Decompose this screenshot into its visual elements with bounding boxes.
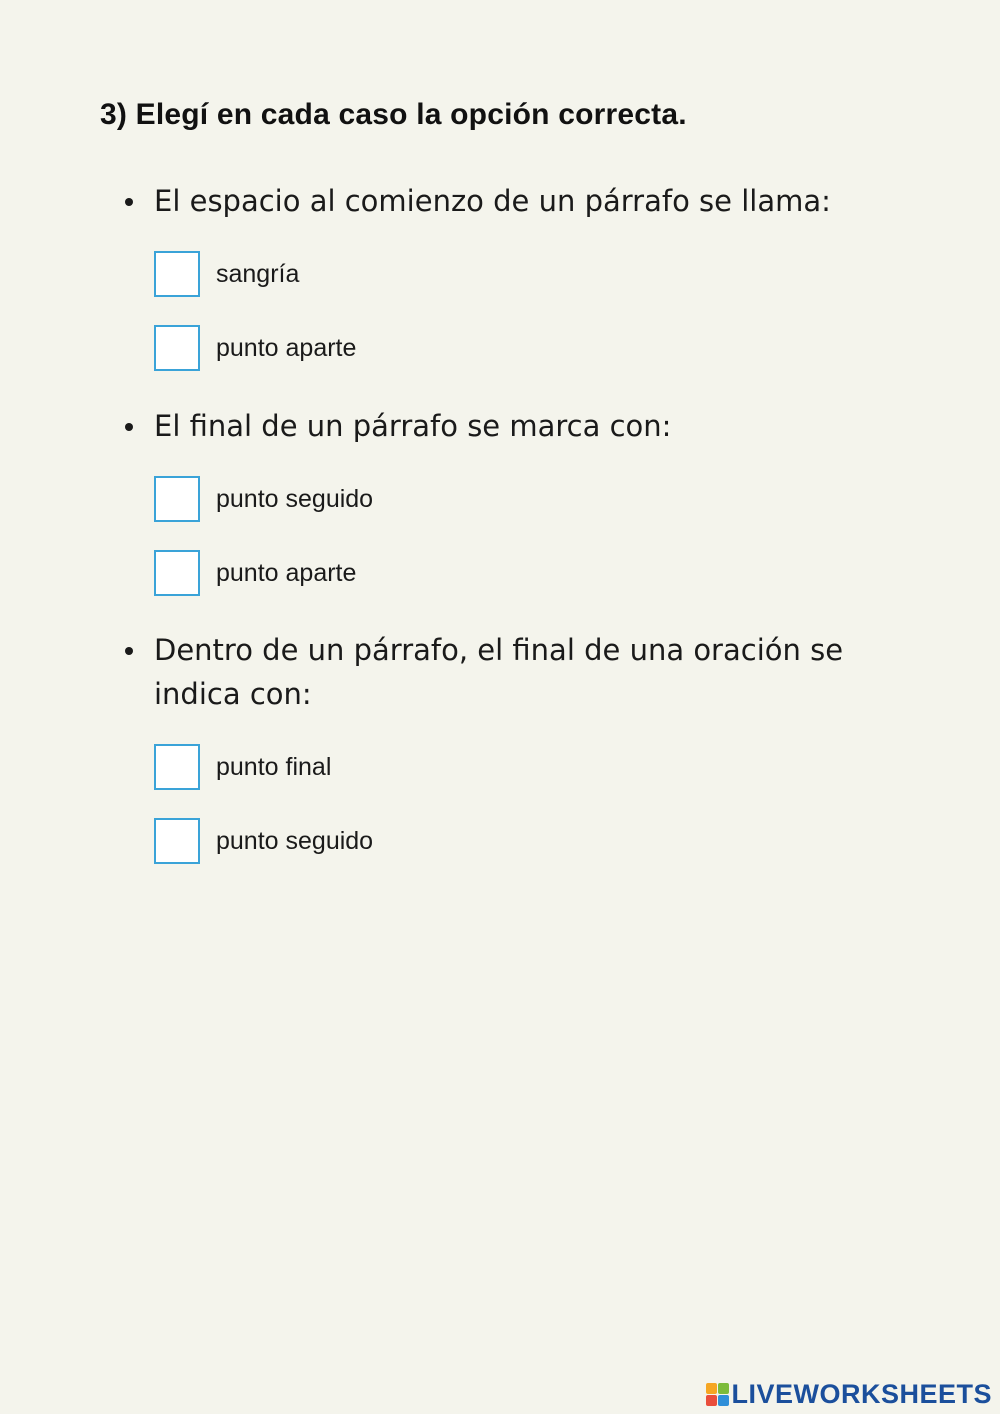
- question-3: [154, 628, 934, 716]
- checkbox-punto-aparte[interactable]: [154, 325, 200, 371]
- checkbox-punto-aparte[interactable]: [154, 550, 200, 596]
- option-label: punto seguido: [216, 826, 374, 855]
- logo-square-icon: [718, 1383, 729, 1394]
- option-label: punto seguido: [216, 484, 374, 513]
- question-1: [154, 179, 934, 223]
- checkbox-punto-seguido[interactable]: [154, 818, 200, 864]
- logo-square-icon: [706, 1395, 717, 1406]
- option-q3-a: [154, 744, 331, 790]
- checkbox-punto-final[interactable]: [154, 744, 200, 790]
- question-1-text: El espacio al comienzo de un párrafo se llama:: [154, 184, 831, 218]
- question-3-text: Dentro de un párrafo, el final de una oración se indica con:: [154, 633, 844, 711]
- logo-square-icon: [718, 1395, 729, 1406]
- worksheet-heading: 3) Elegí en cada caso la opción correcta.: [100, 98, 687, 131]
- option-q2-b: [154, 550, 356, 596]
- bullet-icon: [125, 647, 133, 655]
- option-q1-a: [154, 251, 299, 297]
- bullet-icon: [125, 198, 133, 206]
- question-2: [154, 404, 934, 448]
- logo-square-icon: [706, 1383, 717, 1394]
- option-label: punto aparte: [216, 333, 357, 362]
- option-label: punto aparte: [216, 558, 357, 587]
- question-2-text: El final de un párrafo se marca con:: [154, 409, 672, 443]
- checkbox-sangria[interactable]: [154, 251, 200, 297]
- option-q3-b: [154, 818, 373, 864]
- option-label: sangría: [216, 259, 300, 288]
- liveworksheets-logo-text: LIVEWORKSHEETS: [731, 1378, 992, 1409]
- option-q1-b: [154, 325, 356, 371]
- checkbox-punto-seguido[interactable]: [154, 476, 200, 522]
- option-label: punto final: [216, 752, 332, 781]
- bullet-icon: [125, 423, 133, 431]
- liveworksheets-logo: [706, 1380, 992, 1408]
- liveworksheets-logo-icon: [706, 1383, 729, 1406]
- option-q2-a: [154, 476, 373, 522]
